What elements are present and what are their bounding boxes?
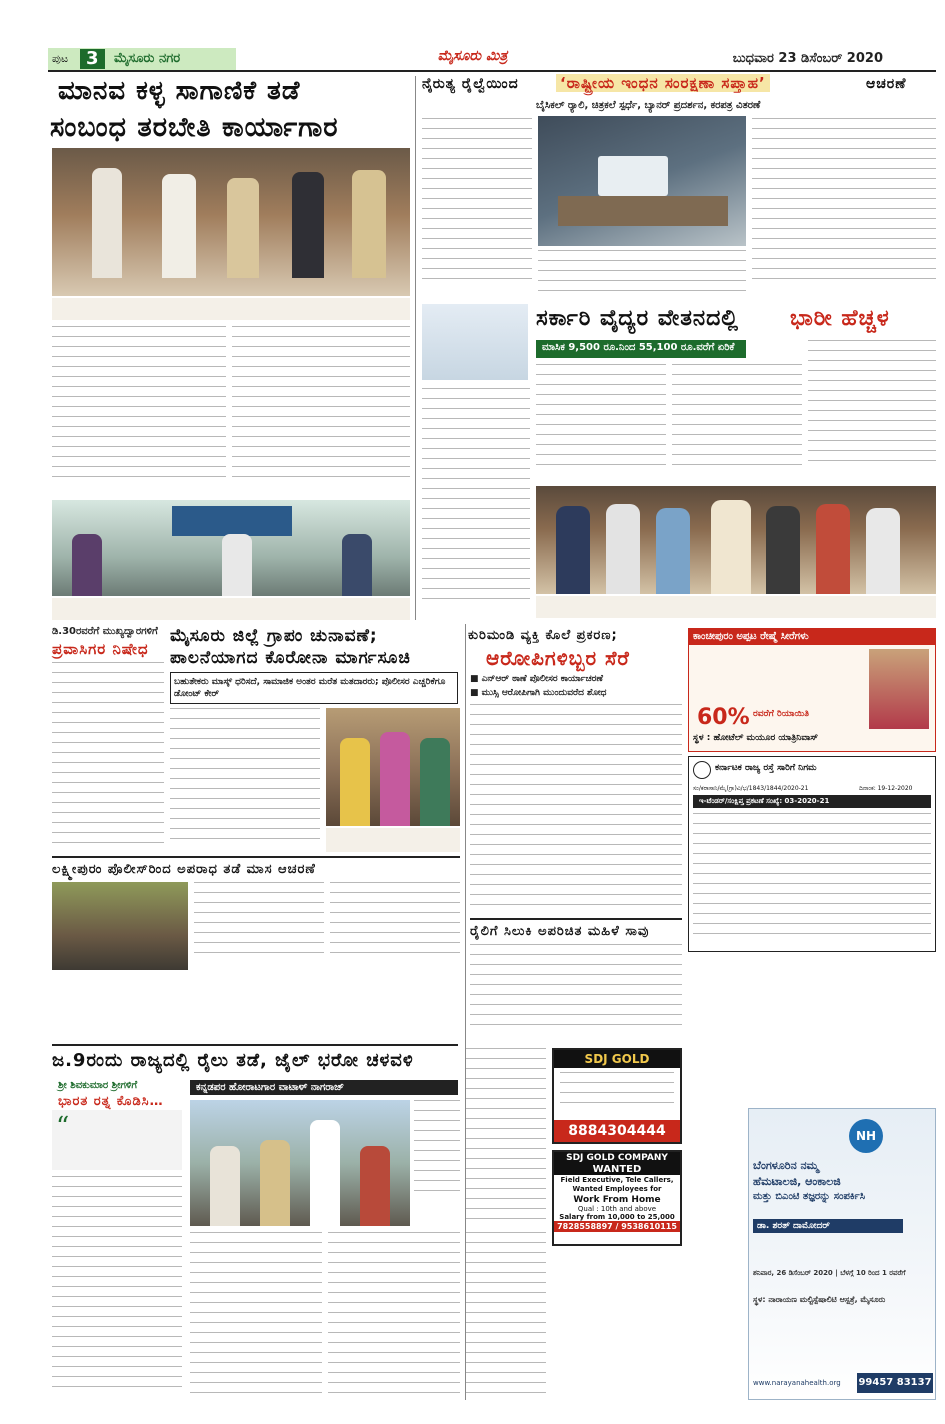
a6-body bbox=[52, 662, 164, 852]
a2-headline-1: ನೈರುತ್ಯ ರೈಲ್ವೆಯಿಂದ bbox=[422, 76, 519, 92]
hospital-doctor: ಡಾ. ಶರತ್ ದಾಮೋದರ್ bbox=[753, 1219, 903, 1233]
a9-body-col-3 bbox=[328, 1232, 460, 1400]
column-divider bbox=[415, 76, 416, 620]
page-date: ಬುಧವಾರ 23 ಡಿಸೆಂಬರ್ 2020 bbox=[732, 51, 883, 66]
a9-quote-box bbox=[52, 1110, 182, 1170]
a1-body-col-2 bbox=[232, 326, 410, 494]
a3-headline-1: ಸರ್ಕಾರಿ ವೈದ್ಯರ ವೇತನದಲ್ಲಿ bbox=[536, 306, 739, 331]
jobs-ad-line2: WANTED bbox=[554, 1164, 680, 1175]
a8-body-col-2 bbox=[466, 1048, 546, 1228]
saree-ad-title: ಕಾಂಚೀಪುರಂ ಅಪ್ಪಟ ರೇಷ್ಮೆ ಸೀರೆಗಳು bbox=[689, 629, 935, 645]
jobs-ad-line3: Field Executive, Tele Callers, Wanted Employees for bbox=[560, 1176, 674, 1193]
jobs-ad-line1: SDJ GOLD COMPANY bbox=[554, 1152, 680, 1164]
a9-subhead: ಭಾರತ ರತ್ನ ಕೊಡಿಸಿ… bbox=[58, 1094, 164, 1109]
header-rule bbox=[48, 70, 936, 72]
hospital-line3: ಮತ್ತು ಬಿಎಂಟಿ ತಜ್ಞರನ್ನು ಸಂಪರ್ಕಿಸಿ bbox=[753, 1191, 866, 1202]
a2-subhead: ಬೈಸಿಕಲ್ ರ‍್ಯಾಲಿ, ಚಿತ್ರಕಲೆ ಸ್ಪರ್ಧೆ, ಬ್ಯಾನರ್ ಪ್ರದರ್ಶನ, ಕರಪತ್ರ ವಿತರಣೆ bbox=[536, 100, 761, 111]
bullet-icon: ■ bbox=[470, 688, 482, 698]
a5-headline-1: ಕುರಿಮಂಡಿ ವ್ಯಕ್ತಿ ಕೊಲೆ ಪ್ರಕರಣ; bbox=[468, 628, 618, 643]
hospital-where: ಸ್ಥಳ: ನಾರಾಯಣ ಮಲ್ಟಿಸ್ಪೆಷಾಲಿಟಿ ಆಸ್ಪತ್ರೆ, ಮೈಸೂರು bbox=[753, 1295, 886, 1304]
a2-headline-highlight: ‘ರಾಷ್ಟ್ರೀಯ ಇಂಧನ ಸಂರಕ್ಷಣಾ ಸಪ್ತಾಹ’ bbox=[556, 74, 770, 92]
a5-bullet-2-text: ಮುಸ್ಸಿ ಆರೋಪಿಗಾಗಿ ಮುಂದುವರೆದ ಶೋಧ bbox=[481, 688, 607, 698]
quote-mark-icon: “ bbox=[56, 1112, 70, 1142]
a4-headline-2: ಪಾಲನೆಯಾಗದ ಕೊರೋನಾ ಮಾರ್ಗಸೂಚಿ bbox=[170, 648, 411, 668]
hospital-phone: 99457 83137 bbox=[857, 1373, 933, 1393]
a1-headline-2: ಸಂಬಂಧ ತರಬೇತಿ ಕಾರ್ಯಾಗಾರ bbox=[50, 112, 339, 143]
a9-body-col-1 bbox=[52, 1176, 182, 1400]
jobs-ad-line4: Work From Home bbox=[573, 1195, 661, 1205]
a2-photo bbox=[538, 116, 746, 246]
a4-photo-caption bbox=[326, 828, 460, 852]
a3-subhead: ಮಾಸಿಕ 9,500 ರೂ.ನಿಂದ 55,100 ರೂ.ವರೆಗೆ ಏರಿಕೆ bbox=[536, 340, 746, 358]
a3-body-col-left bbox=[422, 388, 530, 618]
ksrtc-logo-icon bbox=[693, 761, 711, 779]
a1-headline-1: ಮಾನವ ಕಳ್ಳ ಸಾಗಾಣಿಕೆ ತಡೆ bbox=[58, 76, 301, 106]
a3-photo-stethoscope bbox=[422, 304, 528, 380]
a5-body bbox=[470, 704, 682, 914]
a8-body-col-3 bbox=[466, 1232, 546, 1400]
a3-body-col-2 bbox=[672, 364, 802, 482]
a2-body-col-3 bbox=[752, 118, 936, 298]
masthead: ಮೈಸೂರು ಮಿತ್ರ bbox=[437, 48, 508, 64]
a8-headline: ರೈಲಿಗೆ ಸಿಲುಕಿ ಅಪರಿಚಿತ ಮಹಿಳೆ ಸಾವು bbox=[470, 918, 682, 939]
saree-ad-venue: ಸ್ಥಳ : ಹೋಟೆಲ್ ಮಯೂರ ಯಾತ್ರಿನಿವಾಸ್ bbox=[693, 733, 818, 743]
a4-subhead: ಬಹುತೇಕರು ಮಾಸ್ಕ್ ಧರಿಸದೆ, ಸಾಮಾಜಿಕ ಅಂತರ ಮರೆತ ಮತದಾರರು; ಪೊಲೀಸರ ಎಚ್ಚರಿಕೆಗೂ ಡೋಂಟ್ ಕೇರ್ bbox=[170, 672, 458, 704]
page-number: 3 bbox=[80, 49, 105, 69]
a3-body-col-3 bbox=[808, 340, 936, 482]
saree-ad-discount: 60% bbox=[697, 705, 750, 730]
a3-body-col-1 bbox=[536, 364, 666, 482]
gold-ad-body bbox=[560, 1072, 674, 1116]
tender-notice bbox=[688, 756, 936, 952]
math-day-photo bbox=[52, 500, 410, 596]
tender-date: ದಿನಾಂಕ: 19-12-2020 bbox=[859, 785, 913, 792]
tender-body bbox=[693, 813, 931, 947]
hospital-line2: ಹೆಮಟಾಲಜಿ, ಆಂಕಾಲಜಿ bbox=[753, 1175, 841, 1188]
gold-ad-phone: 8884304444 bbox=[554, 1120, 680, 1142]
column-divider bbox=[465, 624, 466, 1400]
a5-bullet-1 bbox=[470, 674, 603, 684]
a1-body-col-1 bbox=[52, 326, 226, 494]
a6-headline: ಪ್ರವಾಸಿಗರ ನಿಷೇಧ bbox=[52, 640, 149, 658]
hospital-logo: NH bbox=[849, 1119, 883, 1153]
jobs-ad-line5: Qual : 10th and above bbox=[577, 1205, 657, 1213]
hospital-when: ಶನಿವಾರ, 26 ಡಿಸೆಂಬರ್ 2020 | ಬೆಳಗ್ಗೆ 10 ರಿಂದ 1 ರವರೆಗೆ bbox=[753, 1269, 906, 1277]
bullet-icon: ■ bbox=[470, 674, 482, 684]
hospital-ad bbox=[748, 1108, 936, 1400]
a9-headline: ಜ.9ರಂದು ರಾಜ್ಯದಲ್ಲಿ ರೈಲು ತಡೆ, ಜೈಲ್ ಭರೋ ಚಳವಳಿ bbox=[52, 1050, 414, 1071]
page-label: ಪುಟ bbox=[52, 52, 69, 65]
hospital-line1: ಬೆಂಗಳೂರಿನ ನಮ್ಮ bbox=[753, 1159, 819, 1172]
a5-bullet-1-text: ಎನ್‌ಆರ್ ಠಾಣೆ ಪೊಲೀಸರ ಕಾರ್ಯಾಚರಣೆ bbox=[481, 674, 603, 684]
a5-headline-2: ಆರೋಪಿಗಳಿಬ್ಬರ ಸೆರೆ bbox=[486, 646, 630, 670]
a8-body bbox=[470, 944, 682, 1042]
a4-body bbox=[170, 708, 320, 852]
a6-kicker: ಡಿ.30ರವರೆಗೆ ಮುಖ್ಯದ್ವಾರಗಳಿಗೆ bbox=[52, 626, 158, 637]
a9-photo-caption bbox=[414, 1100, 460, 1226]
tender-notice-no: ಇ-ಟೆಂಡರ್/ಸಂಕ್ಷಿಪ್ತ ಪ್ರಕಟಣೆ ಸಂಖ್ಯೆ: 03-2020-21 bbox=[693, 795, 931, 808]
a5-bullet-2 bbox=[470, 688, 606, 698]
a9-kicker: ಶ್ರೀ ಶಿವಕುಮಾರ ಶ್ರೀಗಳಿಗೆ bbox=[58, 1080, 138, 1091]
a2-headline-2: ಆಚರಣೆ bbox=[866, 76, 907, 92]
jobs-ad-phone: 7828558897 / 9538610115 bbox=[554, 1221, 680, 1232]
a7-headline: ಲಕ್ಷ್ಮೀಪುರಂ ಪೊಲೀಸ್‌ರಿಂದ ಅಪರಾಧ ತಡೆ ಮಾಸ ಆಚರಣೆ bbox=[52, 856, 460, 877]
a9-body-col-2 bbox=[190, 1232, 322, 1400]
a9-protest-photo bbox=[190, 1100, 410, 1226]
jobs-ad-line6: Salary from 10,000 to 25,000 bbox=[559, 1213, 675, 1221]
a1-photo bbox=[52, 148, 410, 296]
a3-photo-caption bbox=[536, 596, 936, 618]
tender-title: ಕರ್ನಾಟಕ ರಾಜ್ಯ ರಸ್ತೆ ಸಾರಿಗೆ ನಿಗಮ bbox=[715, 763, 817, 773]
a1-photo-caption bbox=[52, 298, 410, 320]
a9-rule bbox=[52, 1044, 458, 1046]
saree-model-image bbox=[869, 649, 929, 729]
jobs-ad bbox=[552, 1150, 682, 1246]
a2-body-col-2 bbox=[538, 250, 746, 298]
saree-ad-discount-label: ರವರೆಗೆ ರಿಯಾಯಿತಿ bbox=[753, 709, 810, 719]
a3-headline-2: ಭಾರೀ ಹೆಚ್ಚಳ bbox=[790, 306, 890, 331]
a9-label-box: ಕನ್ನಡಪರ ಹೋರಾಟಗಾರ ವಾಟಾಳ್ ನಾಗರಾಜ್ bbox=[190, 1080, 458, 1095]
tender-ref-no: ಸಂ/ಕರಾಸಾನಿ/ಮೈ(ಗ್ರಾ)ವಿ/ಭ/1843/1844/2020-21 bbox=[693, 785, 809, 792]
a4-photo bbox=[326, 708, 460, 826]
gold-ad-title: SDJ GOLD bbox=[554, 1050, 680, 1068]
a3-group-photo bbox=[536, 486, 936, 594]
hospital-url: www.narayanahealth.org bbox=[753, 1379, 841, 1387]
a7-body-col-1 bbox=[194, 882, 324, 970]
gold-ad bbox=[552, 1048, 682, 1144]
section-name: ಮೈಸೂರು ನಗರ bbox=[114, 51, 181, 66]
math-day-caption bbox=[52, 598, 410, 620]
a4-headline-1: ಮೈಸೂರು ಜಿಲ್ಲೆ ಗ್ರಾಪಂ ಚುನಾವಣೆ; bbox=[170, 626, 378, 646]
a2-body-col-1 bbox=[422, 118, 532, 298]
a7-body-col-2 bbox=[330, 882, 460, 970]
saree-ad bbox=[688, 628, 936, 752]
a7-photo bbox=[52, 882, 188, 970]
